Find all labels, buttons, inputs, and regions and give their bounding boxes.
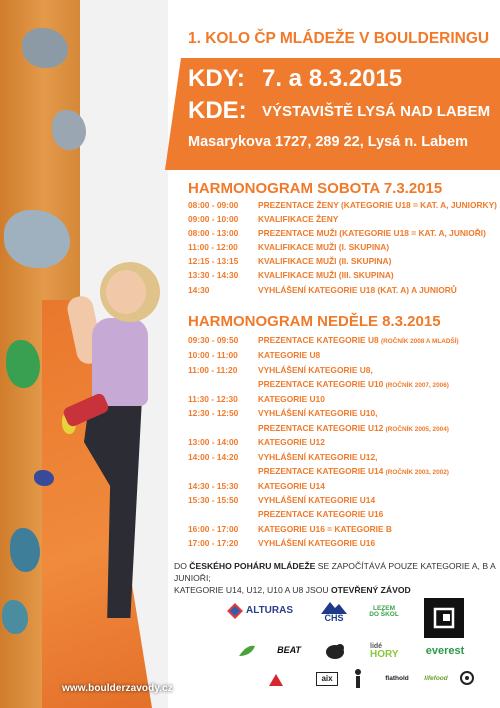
row-time: 11:00 - 11:20: [188, 365, 238, 375]
schedule-row: [188, 437, 325, 447]
schedule-row: [188, 452, 377, 462]
address: Masarykova 1727, 289 22, Lysá n. Labem: [188, 134, 468, 150]
row-desc: VYHLÁŠENÍ KATEGORIE U8,: [258, 365, 373, 375]
sponsor-logo-round: [458, 668, 476, 688]
row-note: (ROČNÍK 2008 A MLADŠÍ): [381, 338, 459, 345]
climbing-hold-icon: [2, 600, 28, 634]
lifefood-logo-text: lifefood: [424, 674, 448, 682]
lezem-do-skol-text: LEZEM DO ŠKOL: [369, 604, 399, 618]
climber-icon: [352, 669, 364, 689]
schedule-row: [188, 481, 325, 491]
schedule-row: [188, 423, 449, 433]
row-time: 11:30 - 12:30: [188, 394, 238, 404]
website-link[interactable]: www.boulderzavody.cz: [62, 683, 173, 694]
row-desc: PREZENTACE KATEGORIE U16: [258, 509, 384, 519]
climber-face: [106, 270, 146, 314]
row-desc: PREZENTACE KATEGORIE U10: [258, 379, 386, 389]
row-desc: KATEGORIE U8: [258, 350, 321, 360]
triangle-icon: [269, 674, 283, 686]
row-desc: KATEGORIE U10: [258, 394, 325, 404]
beat-logo: [276, 640, 302, 660]
row-time: 12:15 - 13:15: [188, 256, 239, 266]
climbing-hold-icon: [34, 470, 54, 486]
footer-bold: ČESKÉHO POHÁRU MLÁDEŽE: [189, 561, 316, 571]
boulder-logo-square: [424, 598, 464, 638]
row-desc: KATEGORIE U12: [258, 437, 325, 447]
row-desc: VYHLÁŠENÍ KATEGORIE U18 (KAT. A) A JUNIORŮ: [258, 285, 457, 295]
row-time: 12:30 - 12:50: [188, 408, 239, 418]
boulder-mark-icon: [432, 606, 456, 630]
alturas-mark-icon: [227, 603, 243, 619]
climbing-hold-icon: [10, 528, 40, 572]
footer-text: SE ZAPOČÍTÁVÁ POUZE KATEGORIE A, B A JUNIOŘI;: [174, 561, 496, 583]
row-time: 08:00 - 13:00: [188, 228, 239, 238]
row-time: 15:30 - 15:50: [188, 495, 239, 505]
schedule-row: [188, 509, 383, 519]
row-time: 08:00 - 09:00: [188, 200, 239, 210]
sponsor-logo-green: [232, 642, 262, 660]
row-time: 11:00 - 12:00: [188, 242, 238, 252]
mountain-icon: [321, 600, 347, 614]
schedule-row: [188, 335, 459, 345]
beat-logo-text: BEAT: [277, 644, 301, 655]
row-time: 14:00 - 14:20: [188, 452, 239, 462]
row-desc: PREZENTACE KATEGORIE U8: [258, 335, 381, 345]
flathold-logo: [380, 672, 414, 686]
row-time: 14:30: [188, 285, 210, 295]
aix-logo-text: aix: [321, 674, 333, 683]
schedule-row: [188, 394, 325, 404]
schedule-row: [188, 270, 394, 280]
row-desc: KATEGORIE U14: [258, 481, 325, 491]
schedule-row: [188, 466, 449, 476]
aix-logo: [316, 672, 338, 686]
everest-logo: [420, 642, 470, 660]
sponsor-logo-red: [262, 672, 290, 688]
dog-icon: [324, 642, 346, 660]
row-time: 10:00 - 11:00: [188, 350, 238, 360]
lide-hory-logo: [370, 640, 408, 662]
row-desc: PREZENTACE KATEGORIE U12: [258, 423, 386, 433]
sunday-schedule-title: HARMONOGRAM NEDĚLE 8.3.2015: [188, 313, 441, 330]
alturas-logo: [224, 600, 296, 622]
schedule-row: [188, 365, 373, 375]
schedule-row: [188, 242, 389, 252]
row-desc: KVALIFIKACE MUŽI (I. SKUPINA): [258, 242, 390, 252]
row-desc: KATEGORIE U16 = KATEGORIE B: [258, 524, 392, 534]
saturday-schedule-title: HARMONOGRAM SOBOTA 7.3.2015: [188, 180, 443, 197]
leaf-icon: [237, 644, 257, 658]
chs-logo-text: CHS: [324, 612, 344, 623]
schedule-row: [188, 538, 375, 548]
row-time: 09:00 - 10:00: [188, 214, 239, 224]
row-note: (ROČNÍK 2007, 2006): [385, 382, 449, 389]
lide-text: lidé: [370, 642, 383, 650]
row-desc: VYHLÁŠENÍ KATEGORIE U10,: [258, 408, 378, 418]
climber-photo: [0, 0, 168, 708]
schedule-row: [188, 200, 497, 210]
lifefood-logo: [422, 672, 450, 686]
alturas-logo-text: ALTURAS: [245, 605, 294, 616]
lezem-do-skol-logo: [368, 596, 400, 628]
sponsor-logo-dog: [322, 640, 348, 662]
schedule-row: [188, 524, 392, 534]
row-time: 16:00 - 17:00: [188, 524, 239, 534]
row-desc: PREZENTACE MUŽI (KATEGORIE U18 = KAT. A, JUNIOŘI): [258, 228, 486, 238]
row-time: 13:30 - 14:30: [188, 270, 239, 280]
row-desc: KVALIFIKACE ŽENY: [258, 214, 339, 224]
row-desc: VYHLÁŠENÍ KATEGORIE U16: [258, 538, 376, 548]
row-desc: VYHLÁŠENÍ KATEGORIE U14: [258, 495, 376, 505]
row-desc: KVALIFIKACE MUŽI (III. SKUPINA): [258, 270, 394, 280]
row-note: (ROČNÍK 2005, 2004): [385, 426, 449, 433]
climbing-hold-icon: [22, 28, 68, 68]
schedule-row: [188, 408, 377, 418]
footer-note: [174, 560, 496, 596]
everest-logo-text: everest: [425, 644, 465, 657]
schedule-row: [188, 350, 320, 360]
when-label: KDY:: [188, 65, 245, 92]
round-mark-icon: [460, 671, 474, 685]
schedule-row: [188, 285, 457, 295]
where-label: KDE:: [188, 97, 247, 124]
schedule-row: [188, 214, 338, 224]
footer-bold: OTEVŘENÝ ZÁVOD: [330, 585, 411, 595]
schedule-row: [188, 495, 375, 505]
row-desc: PREZENTACE KATEGORIE U14: [258, 466, 386, 476]
row-desc: VYHLÁŠENÍ KATEGORIE U12,: [258, 452, 378, 462]
row-time: 17:00 - 17:20: [188, 538, 239, 548]
row-desc: PREZENTACE ŽENY (KATEGORIE U18 = KAT. A, JUNIORKY): [258, 200, 497, 210]
hory-text: HORY: [370, 648, 399, 660]
flathold-logo-text: flathold: [385, 674, 409, 682]
footer-text: DO: [174, 561, 190, 571]
event-title: 1. KOLO ČP MLÁDEŽE V BOULDERINGU: [188, 30, 490, 47]
row-note: (ROČNÍK 2003, 2002): [385, 469, 449, 476]
schedule-row: [188, 256, 391, 266]
footer-text: KATEGORIE U14, U12, U10 A U8 JSOU: [174, 585, 331, 595]
where-value: VÝSTAVIŠTĚ LYSÁ NAD LABEM: [262, 103, 491, 120]
chs-logo: [308, 594, 360, 628]
sponsor-logo-climber: [350, 668, 366, 690]
climbing-hold-icon: [52, 110, 86, 150]
schedule-row: [188, 379, 449, 389]
row-time: 14:30 - 15:30: [188, 481, 239, 491]
schedule-row: [188, 228, 486, 238]
when-value: 7. a 8.3.2015: [262, 65, 403, 92]
row-desc: KVALIFIKACE MUŽI (II. SKUPINA): [258, 256, 392, 266]
row-time: 13:00 - 14:00: [188, 437, 239, 447]
row-time: 09:30 - 09:50: [188, 335, 239, 345]
